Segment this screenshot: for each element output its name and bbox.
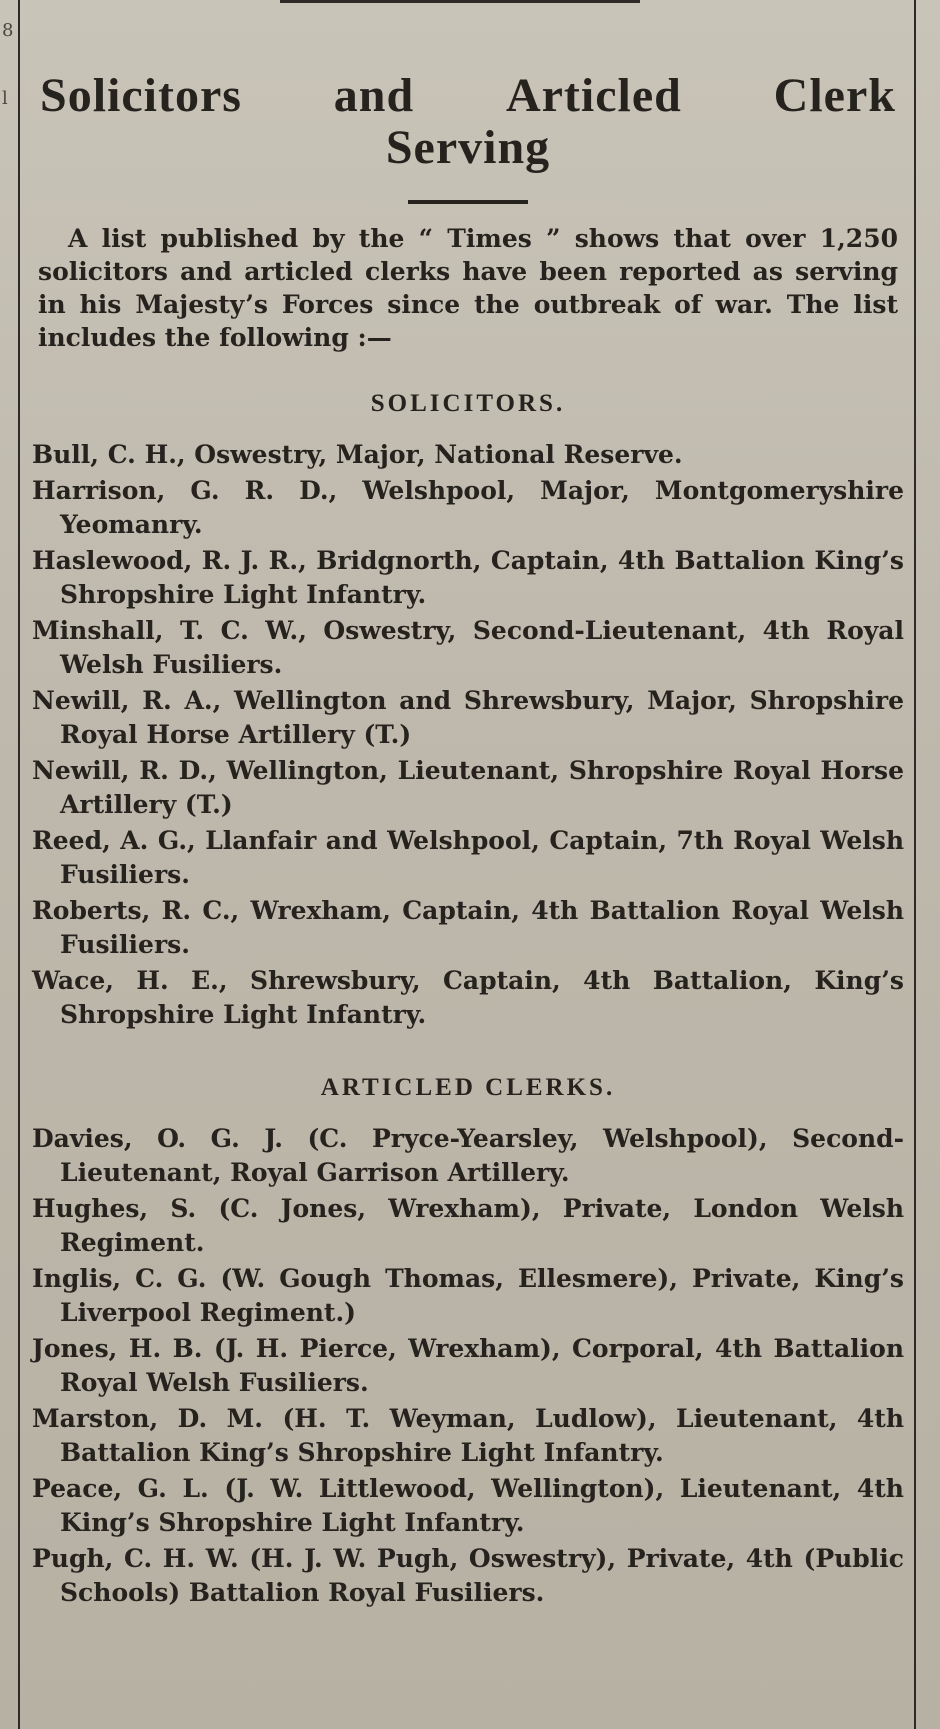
- solicitor-entry: Haslewood, R. J. R., Bridgnorth, Captain, 4th Battalion King’s Shropshire Light Infantry.: [32, 546, 904, 609]
- headline-word: and: [333, 69, 415, 122]
- headline: [32, 70, 904, 174]
- articled-clerks-list: [32, 1122, 904, 1610]
- clerk-entry: Jones, H. B. (J. H. Pierce, Wrexham), Corporal, 4th Battalion Royal Welsh Fusiliers.: [32, 1334, 904, 1397]
- headline-line-2: Serving: [385, 121, 551, 174]
- clerk-entry: Marston, D. M. (H. T. Weyman, Ludlow), Lieutenant, 4th Battalion King’s Shropshire Light Infantry.: [32, 1404, 904, 1467]
- solicitor-entry: Roberts, R. C., Wrexham, Captain, 4th Battalion Royal Welsh Fusiliers.: [32, 896, 904, 959]
- headline-word: Articled: [505, 69, 682, 122]
- article-column: [32, 70, 904, 1612]
- intro-paragraph: A list published by the “ Times ” shows that over 1,250 solicitors and articled clerks have been reported as serving in his Majesty’s Forces since the outbreak of war. The list includes the following :—: [38, 224, 898, 352]
- clerk-entry: Peace, G. L. (J. W. Littlewood, Wellington), Lieutenant, 4th King’s Shropshire Light Infantry.: [32, 1474, 904, 1537]
- right-column-rule: [914, 0, 916, 1729]
- solicitor-entry: Newill, R. A., Wellington and Shrewsbury, Major, Shropshire Royal Horse Artillery (T.): [32, 686, 904, 749]
- clerk-entry: Davies, O. G. J. (C. Pryce-Yearsley, Welshpool), Second-Lieutenant, Royal Garrison Artillery.: [32, 1124, 904, 1187]
- solicitor-entry: Bull, C. H., Oswestry, Major, National Reserve.: [32, 440, 683, 469]
- headline-line-1: [32, 70, 904, 122]
- margin-mark: l: [2, 88, 8, 109]
- clerk-entry: Hughes, S. (C. Jones, Wrexham), Private, London Welsh Regiment.: [32, 1194, 904, 1257]
- left-column-rule: [18, 0, 20, 1729]
- solicitors-list: [32, 438, 904, 1032]
- headline-divider: [408, 200, 528, 204]
- top-column-rule: [280, 0, 640, 3]
- solicitor-entry: Reed, A. G., Llanfair and Welshpool, Captain, 7th Royal Welsh Fusiliers.: [32, 826, 904, 889]
- solicitors-heading: SOLICITORS.: [370, 390, 566, 417]
- headline-word: Solicitors: [40, 69, 242, 122]
- solicitor-entry: Harrison, G. R. D., Welshpool, Major, Montgomeryshire Yeomanry.: [32, 476, 904, 539]
- solicitor-entry: Newill, R. D., Wellington, Lieutenant, Shropshire Royal Horse Artillery (T.): [32, 756, 904, 819]
- clerk-entry: Inglis, C. G. (W. Gough Thomas, Ellesmere), Private, King’s Liverpool Regiment.): [32, 1264, 904, 1327]
- solicitor-entry: Minshall, T. C. W., Oswestry, Second-Lieutenant, 4th Royal Welsh Fusiliers.: [32, 616, 904, 679]
- solicitor-entry: Wace, H. E., Shrewsbury, Captain, 4th Battalion, King’s Shropshire Light Infantry.: [32, 966, 904, 1029]
- headline-word: Clerk: [773, 69, 896, 122]
- margin-mark: 8: [2, 20, 14, 41]
- clerk-entry: Pugh, C. H. W. (H. J. W. Pugh, Oswestry), Private, 4th (Public Schools) Battalion Royal Fusiliers.: [32, 1544, 904, 1607]
- articled-clerks-heading: ARTICLED CLERKS.: [320, 1074, 616, 1101]
